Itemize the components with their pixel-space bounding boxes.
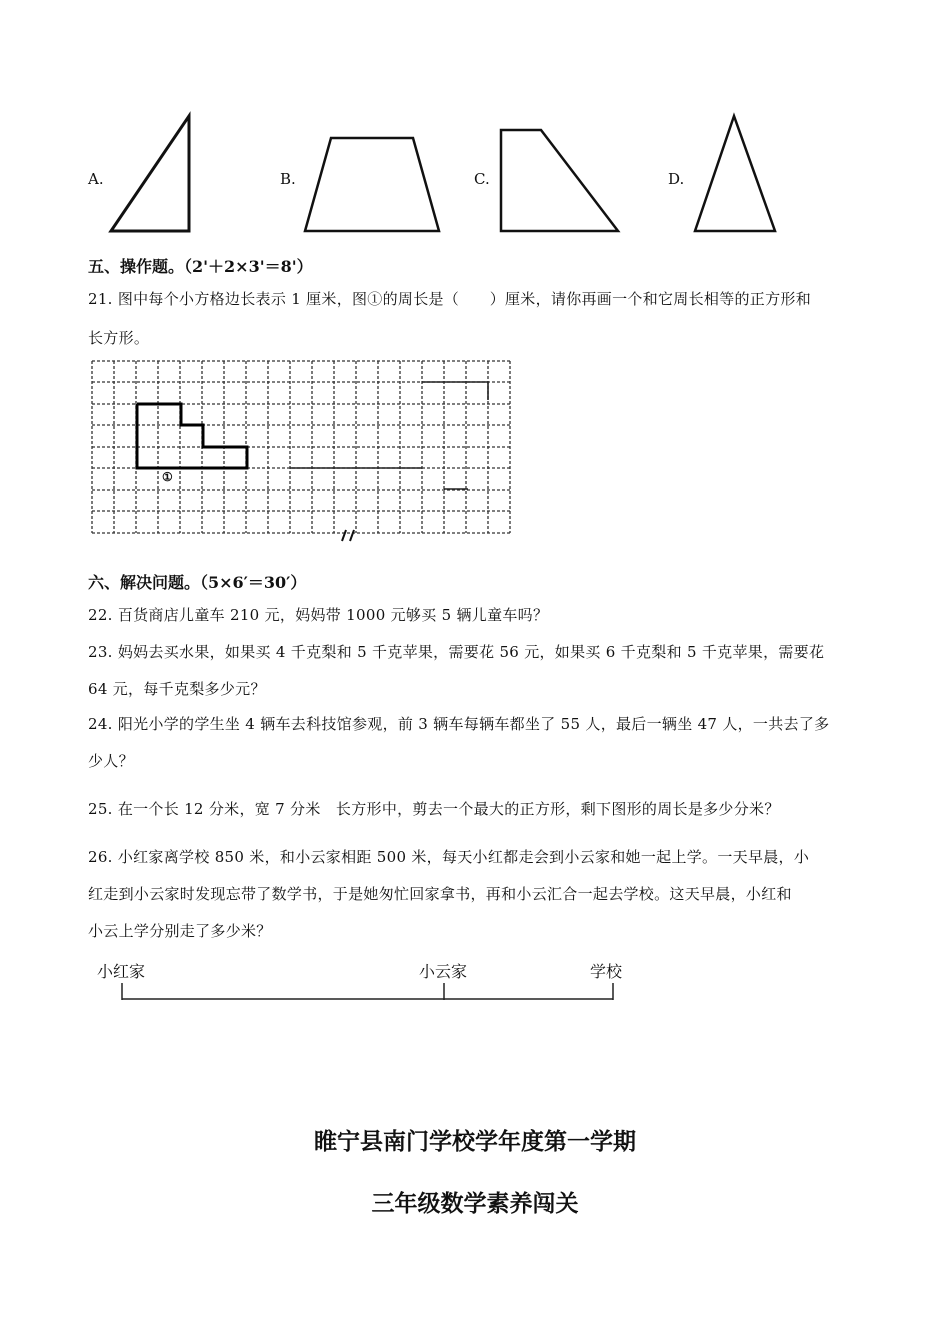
section-5-title: 五、操作题。（2'＋2×3'＝8'） xyxy=(88,257,313,276)
option-b-label: B. xyxy=(280,170,296,188)
question-21-line-2: 长方形。 xyxy=(88,329,150,347)
figure-1-marker: ① xyxy=(162,470,173,484)
option-a-label: A. xyxy=(88,170,104,188)
label-xiaoyun-home: 小云家 xyxy=(419,962,468,981)
question-24-line-2: 少人？ xyxy=(88,752,134,770)
question-24-line-1: 24. 阳光小学的学生坐 4 辆车去科技馆参观，前 3 辆车每辆车都坐了 55 人，最后一辆坐 47 人，一共去了多 xyxy=(88,715,830,733)
question-26-line-1: 26. 小红家离学校 850 米，和小云家相距 500 米，每天小红都走会到小云家和她一起上学。一天早晨，小 xyxy=(88,848,810,866)
footer-title-exam: 三年级数学素养闯关 xyxy=(371,1190,579,1217)
footer-title-school: 睢宁县南门学校学年度第一学期 xyxy=(314,1128,636,1155)
option-d-label: D. xyxy=(668,170,685,188)
section-6-title: 六、解决问题。（5×6′＝30′） xyxy=(88,573,307,592)
question-21-line-1: 21. 图中每个小方格边长表示 1 厘米，图①的周长是（ ）厘米，请你再画一个和它周长相等的正方形和 xyxy=(88,290,812,308)
label-xiaohong-home: 小红家 xyxy=(97,962,146,981)
question-22: 22. 百货商店儿童车 210 元，妈妈带 1000 元够买 5 辆儿童车吗？ xyxy=(88,606,549,624)
question-26-line-2: 红走到小云家时发现忘带了数学书，于是她匆忙回家拿书，再和小云汇合一起去学校。这天早晨，小红和 xyxy=(88,885,792,903)
question-23-line-2: 64 元，每千克梨多少元？ xyxy=(88,680,266,698)
label-school: 学校 xyxy=(590,962,623,981)
question-25: 25. 在一个长 12 分米，宽 7 分米 长方形中，剪去一个最大的正方形，剩下图形的周长是多少分米？ xyxy=(88,800,780,818)
question-23-line-1: 23. 妈妈去买水果，如果买 4 千克梨和 5 千克苹果，需要花 56 元，如果买 6 千克梨和 5 千克苹果，需要花 xyxy=(88,643,825,661)
question-26-line-3: 小云上学分别走了多少米？ xyxy=(88,922,272,940)
option-c-label: C. xyxy=(474,170,490,188)
